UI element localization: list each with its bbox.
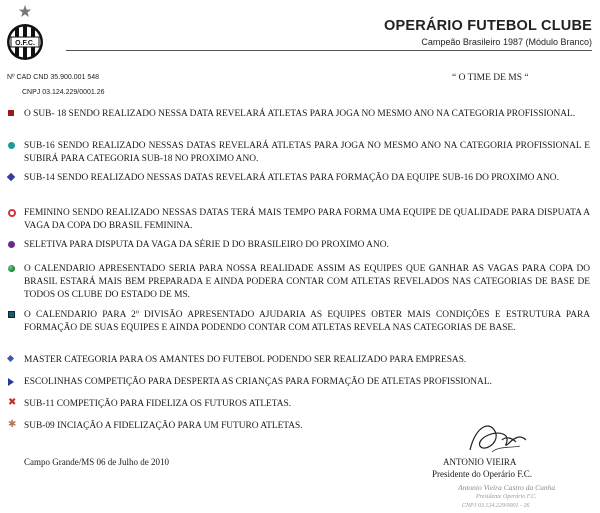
cnpj-number: CNPJ 03.124.229/0001.26 [22,89,105,96]
club-crest-logo [5,4,45,70]
list-item-text: SUB-16 SENDO REALIZADO NESSAS DATAS REVELARÁ ATLETAS PARA JOGA NO MESMO ANO NA CATEGORIA PROFISSIONAL E SUBIRÁ PARA CATEGORIA SUB-18 NO PROXIMO ANO. [24,141,590,164]
list-item [24,263,590,301]
signer-role: Presidente do Operário F.C. [432,469,533,479]
list-item-text: SUB-09 INCIAÇÃO A FIDELIZAÇÃO PARA UM FUTURO ATLETAS. [24,421,303,431]
list-item-text: ESCOLINHAS COMPETIÇÃO PARA DESPERTA AS CRIANÇAS PARA FORMAÇÃO DE ATLETAS PROFISSIONAL. [24,377,492,387]
list-item-text: O CALENDARIO APRESENTADO SERIA PARA NOSSA REALIDADE ASSIM AS EQUIPES QUE GANHAR AS VAGAS PARA COPA DO BRASIL ESTARÁ MAIS BEM PREPARADA E AINDA PODERA CONTAR COM ATLETAS REVELADOS NAS CATEGORIAS DE BASE DE TODOS OS CLUBE DO ESTADO DE MS. [24,264,590,300]
list-item [24,354,590,367]
list-item-text: SELETIVA PARA DISPUTA DA VAGA DA SÉRIE D DO BRASILEIRO DO PROXIMO ANO. [24,240,389,250]
list-item [24,172,590,185]
list-item [24,309,590,335]
club-title: Campeão Brasileiro 1987 (Módulo Branco) [421,37,592,47]
star-bullet-icon: ✱ [8,419,17,430]
diamond-bullet-icon [7,355,14,362]
header-divider [66,50,592,51]
list-item [24,239,590,252]
list-item [24,140,590,166]
circle-bullet-icon [8,241,15,248]
diamond-bullet-icon [7,173,15,181]
signer-name: ANTONIO VIEIRA [443,457,517,467]
stamp-role: Presidente Operário F.C. [476,494,537,500]
document-title: “ O TIME DE MS “ [452,73,529,83]
club-name: OPERÁRIO FUTEBOL CLUBE [384,18,592,34]
swirl-bullet-icon [8,209,16,217]
square-bullet-icon [8,311,15,318]
list-item-text: O CALENDARIO PARA 2º DIVISÃO APRESENTADO AJUDARIA AS EQUIPES OBTER MAIS CONDIÇÕES E ESTRUTURA PARA FORMAÇÃO DE SUAS EQUIPES E AINDA PODENDO CONTAR COM ATLETAS REVELA NAS CATEGORIAS DE BASE. [24,310,590,333]
list-item [24,376,590,389]
list-item-text: FEMININO SENDO REALIZADO NESSAS DATAS TERÁ MAIS TEMPO PARA FORMA UMA EQUIPE DE QUALIDADE PARA DISPUATA A VAGA DA COPA DO BRASIL FEMININA. [24,208,590,231]
list-item-text: MASTER CATEGORIA PARA OS AMANTES DO FUTEBOL PODENDO SER REALIZADO PARA EMPRESAS. [24,355,467,365]
circle-bullet-icon [8,142,15,149]
list-item-text: O SUB- 18 SENDO REALIZADO NESSA DATA REVELARÁ ATLETAS PARA JOGA NO MESMO ANO NA CATEGORIA PROFISSIONAL. [24,109,576,119]
place-date: Campo Grande/MS 06 de Julho de 2010 [24,457,169,467]
crest-lettering: O.F.C. [15,40,35,47]
cross-bullet-icon: ✖ [8,397,17,408]
list-item-text: SUB-11 COMPETIÇÃO PARA FIDELIZA OS FUTUROS ATLETAS. [24,399,292,409]
arrow-bullet-icon [8,378,14,386]
cad-number: Nº CAD CND 35.900.001 548 [7,74,100,81]
list-item-text: SUB-14 SENDO REALIZADO NESSAS DATAS REVELARÁ ATLETAS PARA FORMAÇÃO DA EQUIPE SUB-16 DO PROXIMO ANO. [24,173,559,183]
stamp-name: Antonio Vieira Castro da Cunha [458,483,556,492]
crest-star-icon [19,5,32,17]
list-item [24,108,590,121]
list-item [24,207,590,233]
list-item [8,397,590,411]
globe-bullet-icon [8,265,15,272]
square-bullet-icon [8,110,14,116]
stamp-cnpj: CNPJ 03.124.229/0001 - 26 [462,503,530,509]
